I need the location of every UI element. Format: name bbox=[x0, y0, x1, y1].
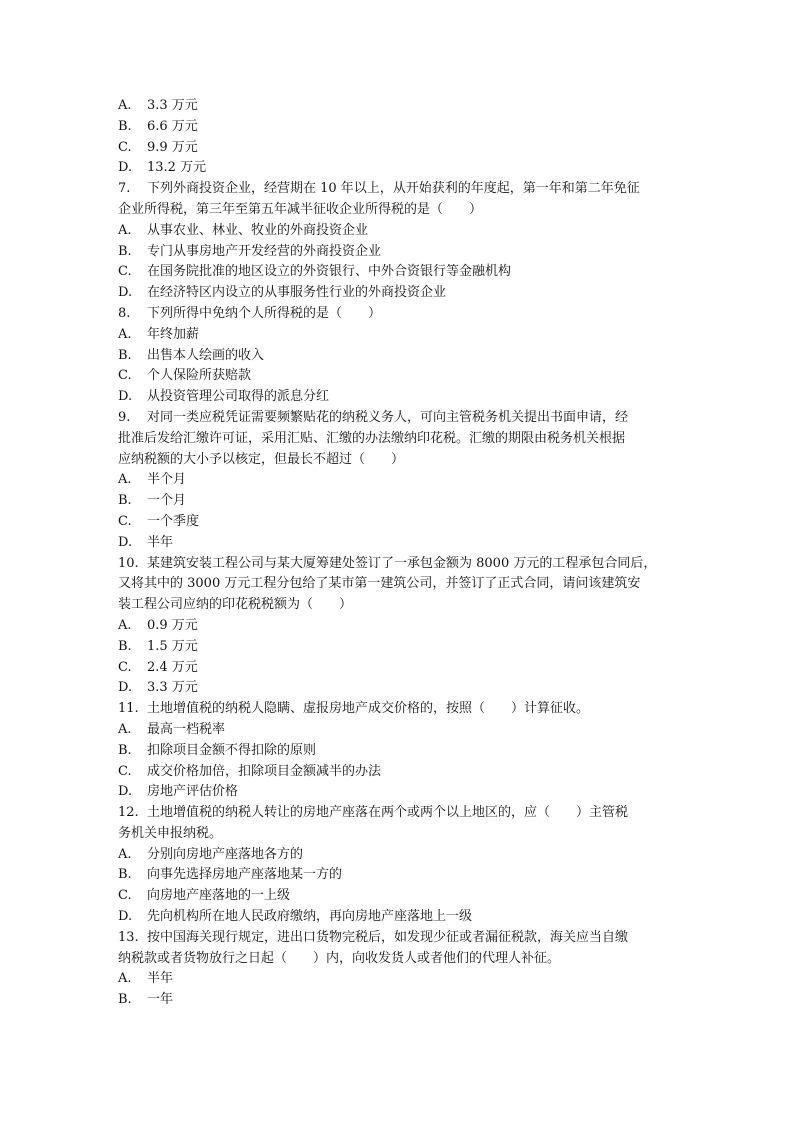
question-stem bbox=[118, 928, 680, 949]
option-key: B. bbox=[118, 867, 132, 883]
question-text: 下列外商投资企业，经营期在 10 年以上，从开始获利的年度起，第一年和第二年免征 bbox=[147, 181, 640, 197]
question-number: 9. bbox=[118, 409, 131, 425]
answer-option bbox=[118, 283, 680, 304]
option-text: 扣除项目金额不得扣除的原则 bbox=[147, 742, 317, 758]
option-text: 9.9 万元 bbox=[147, 139, 198, 155]
answer-option bbox=[118, 637, 680, 658]
option-key: A. bbox=[118, 222, 132, 238]
option-key: B. bbox=[118, 118, 132, 134]
option-text: 在国务院批准的地区设立的外资银行、中外合资银行等金融机构 bbox=[147, 264, 512, 280]
question-number: 7. bbox=[118, 181, 131, 197]
answer-option bbox=[118, 762, 680, 783]
option-text: 房地产评估价格 bbox=[147, 784, 239, 800]
answer-option bbox=[118, 387, 680, 408]
question-stem-continuation bbox=[118, 200, 680, 221]
option-text: 年终加薪 bbox=[147, 326, 200, 342]
option-key: D. bbox=[118, 680, 133, 696]
answer-option bbox=[118, 158, 680, 179]
option-key: A. bbox=[118, 846, 132, 862]
option-text: 个人保险所获赔款 bbox=[147, 368, 252, 384]
option-text: 3.3 万元 bbox=[147, 680, 198, 696]
question-number: 11. bbox=[118, 701, 139, 717]
question-text: 下列所得中免纳个人所得税的是（ ） bbox=[147, 305, 382, 321]
answer-option bbox=[118, 990, 680, 1011]
option-text: 分别向房地产座落地各方的 bbox=[147, 846, 304, 862]
question-number: 12. bbox=[118, 805, 139, 821]
answer-option bbox=[118, 533, 680, 554]
answer-option bbox=[118, 242, 680, 263]
option-text: 从投资管理公司取得的派息分红 bbox=[147, 389, 330, 405]
answer-option bbox=[118, 782, 680, 803]
answer-option bbox=[118, 366, 680, 387]
option-text: 2.4 万元 bbox=[147, 659, 198, 675]
question-stem-continuation bbox=[118, 824, 680, 845]
option-key: A. bbox=[118, 971, 132, 987]
answer-option bbox=[118, 741, 680, 762]
option-text: 专门从事房地产开发经营的外商投资企业 bbox=[147, 243, 382, 259]
question-stem bbox=[118, 408, 680, 429]
option-key: B. bbox=[118, 243, 132, 259]
option-key: C. bbox=[118, 139, 132, 155]
question-stem-continuation bbox=[118, 595, 680, 616]
question-stem bbox=[118, 554, 680, 575]
question-stem-continuation bbox=[118, 574, 680, 595]
answer-option bbox=[118, 262, 680, 283]
answer-option bbox=[118, 96, 680, 117]
option-key: B. bbox=[118, 347, 132, 363]
answer-option bbox=[118, 512, 680, 533]
question-stem bbox=[118, 803, 680, 824]
option-text: 向事先选择房地产座落地某一方的 bbox=[147, 867, 343, 883]
exam-page bbox=[118, 96, 680, 1011]
option-key: C. bbox=[118, 264, 132, 280]
option-key: B. bbox=[118, 493, 132, 509]
option-text: 3.3 万元 bbox=[147, 98, 198, 113]
question-text: 某建筑安装工程公司与某大厦筹建处签订了一承包金额为 8000 万元的工程承包合同后， bbox=[147, 555, 657, 571]
option-text: 半年 bbox=[147, 534, 174, 550]
question-text: 务机关申报纳税。 bbox=[118, 825, 223, 841]
option-key: C. bbox=[118, 763, 132, 779]
answer-option bbox=[118, 720, 680, 741]
question-number: 13. bbox=[118, 929, 139, 945]
question-number: 8. bbox=[118, 305, 131, 321]
answer-option bbox=[118, 138, 680, 159]
option-text: 一个月 bbox=[147, 493, 187, 509]
question-text: 装工程公司应纳的印花税税额为（ ） bbox=[118, 597, 353, 613]
answer-option bbox=[118, 221, 680, 242]
option-key: B. bbox=[118, 742, 132, 758]
option-text: 向房地产座落地的一上级 bbox=[147, 888, 291, 904]
option-text: 一个季度 bbox=[147, 513, 200, 529]
option-text: 1.5 万元 bbox=[147, 638, 198, 654]
answer-option bbox=[118, 678, 680, 699]
option-key: A. bbox=[118, 472, 132, 488]
answer-option bbox=[118, 325, 680, 346]
option-text: 先向机构所在地人民政府缴纳，再向房地产座落地上一级 bbox=[147, 909, 473, 925]
option-key: D. bbox=[118, 389, 133, 405]
option-key: C. bbox=[118, 368, 132, 384]
question-text: 又将其中的 3000 万元工程分包给了某市第一建筑公司，并签订了正式合同，请问该建筑安 bbox=[118, 576, 641, 592]
answer-option bbox=[118, 491, 680, 512]
option-text: 成交价格加倍，扣除项目金额减半的办法 bbox=[147, 763, 382, 779]
question-text: 土地增值税的纳税人隐瞒、虚报房地产成交价格的，按照（ ）计算征收。 bbox=[147, 701, 590, 717]
question-text: 批准后发给汇缴许可证，采用汇贴、汇缴的办法缴纳印花税。汇缴的期限由税务机关根据 bbox=[118, 430, 626, 446]
answer-option bbox=[118, 969, 680, 990]
option-key: A. bbox=[118, 721, 132, 737]
question-stem bbox=[118, 304, 680, 325]
option-key: D. bbox=[118, 534, 133, 550]
option-key: A. bbox=[118, 98, 132, 113]
answer-option bbox=[118, 117, 680, 138]
question-stem-continuation bbox=[118, 429, 680, 450]
question-number: 10. bbox=[118, 555, 139, 571]
option-text: 最高一档税率 bbox=[147, 721, 226, 737]
question-text: 土地增值税的纳税人转让的房地产座落在两个或两个以上地区的，应（ ）主管税 bbox=[147, 805, 629, 821]
option-key: D. bbox=[118, 285, 133, 301]
option-key: B. bbox=[118, 992, 132, 1008]
answer-option bbox=[118, 865, 680, 886]
answer-option bbox=[118, 886, 680, 907]
option-text: 半年 bbox=[147, 971, 174, 987]
option-text: 在经济特区内设立的从事服务性行业的外商投资企业 bbox=[147, 285, 447, 301]
option-text: 一年 bbox=[147, 992, 174, 1008]
option-text: 出售本人绘画的收入 bbox=[147, 347, 265, 363]
option-text: 从事农业、林业、牧业的外商投资企业 bbox=[147, 222, 369, 238]
answer-option bbox=[118, 845, 680, 866]
question-text: 企业所得税，第三年至第五年减半征收企业所得税的是（ ） bbox=[118, 201, 483, 217]
option-key: A. bbox=[118, 326, 132, 342]
option-key: D. bbox=[118, 160, 133, 176]
answer-option bbox=[118, 616, 680, 637]
option-key: D. bbox=[118, 909, 133, 925]
option-key: C. bbox=[118, 659, 132, 675]
option-text: 6.6 万元 bbox=[147, 118, 198, 134]
question-stem bbox=[118, 699, 680, 720]
question-text: 按中国海关现行规定，进出口货物完税后，如发现少征或者漏征税款，海关应当自缴 bbox=[147, 929, 629, 945]
option-key: B. bbox=[118, 638, 132, 654]
answer-option bbox=[118, 346, 680, 367]
answer-option bbox=[118, 658, 680, 679]
question-stem bbox=[118, 179, 680, 200]
question-text: 纳税款或者货物放行之日起（ ）内，向收发货人或者他们的代理人补征。 bbox=[118, 950, 561, 966]
answer-option bbox=[118, 470, 680, 491]
option-key: C. bbox=[118, 513, 132, 529]
option-text: 半个月 bbox=[147, 472, 187, 488]
question-stem-continuation bbox=[118, 450, 680, 471]
option-key: A. bbox=[118, 617, 132, 633]
question-text: 对同一类应税凭证需要频繁贴花的纳税义务人，可向主管税务机关提出书面申请，经 bbox=[147, 409, 629, 425]
option-text: 0.9 万元 bbox=[147, 617, 198, 633]
question-stem-continuation bbox=[118, 949, 680, 970]
answer-option bbox=[118, 907, 680, 928]
option-key: D. bbox=[118, 784, 133, 800]
option-key: C. bbox=[118, 888, 132, 904]
question-text: 应纳税额的大小予以核定，但最长不超过（ ） bbox=[118, 451, 405, 467]
option-text: 13.2 万元 bbox=[147, 160, 207, 176]
